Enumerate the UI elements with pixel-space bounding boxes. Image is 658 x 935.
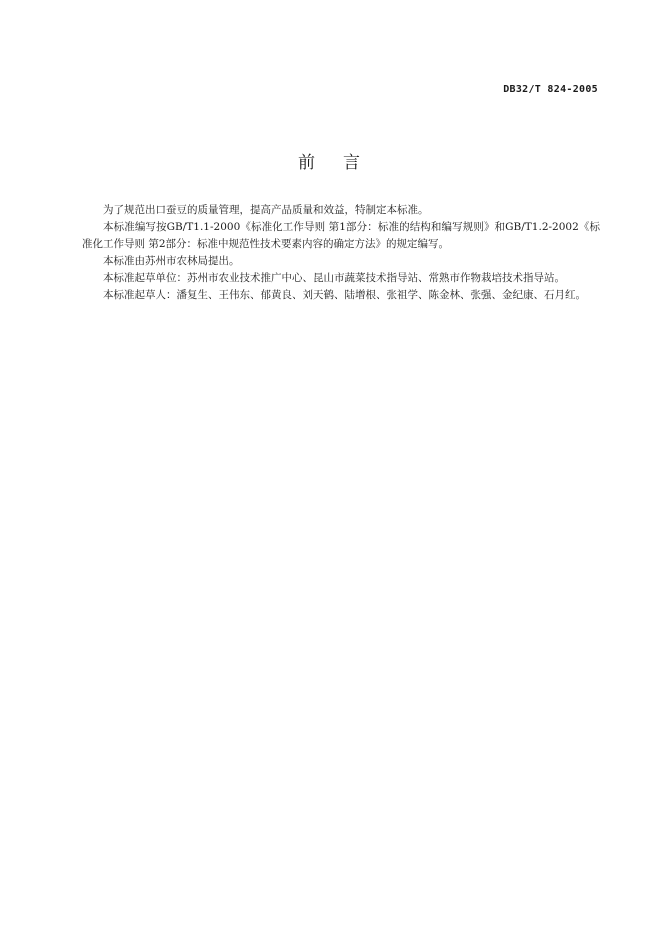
paragraph-drafting-basis: 本标准编写按GB/T1.1-2000《标准化工作导则 第1部分：标准的结构和编写规则》和GB/T1.2-2002《标准化工作导则 第2部分：标准中规范性技术要素内容的确定方法》的规定编写。 bbox=[82, 221, 600, 250]
foreword-body bbox=[82, 202, 600, 304]
paragraph-drafting-units: 本标准起草单位：苏州市农业技术推广中心、昆山市蔬菜技术指导站、常熟市作物栽培技术指导站。 bbox=[103, 272, 565, 284]
page-title: 前言 bbox=[298, 153, 388, 173]
paragraph-drafters: 本标准起草人：潘复生、王伟东、郁黄良、刘天鹤、陆增根、张祖学、陈金林、张强、金纪康、石月红。 bbox=[103, 289, 586, 301]
document-code: DB32/T 824-2005 bbox=[503, 84, 598, 95]
paragraph-proposer: 本标准由苏州市农林局提出。 bbox=[103, 255, 240, 267]
paragraph-purpose: 为了规范出口蚕豆的质量管理，提高产品质量和效益，特制定本标准。 bbox=[103, 204, 429, 216]
